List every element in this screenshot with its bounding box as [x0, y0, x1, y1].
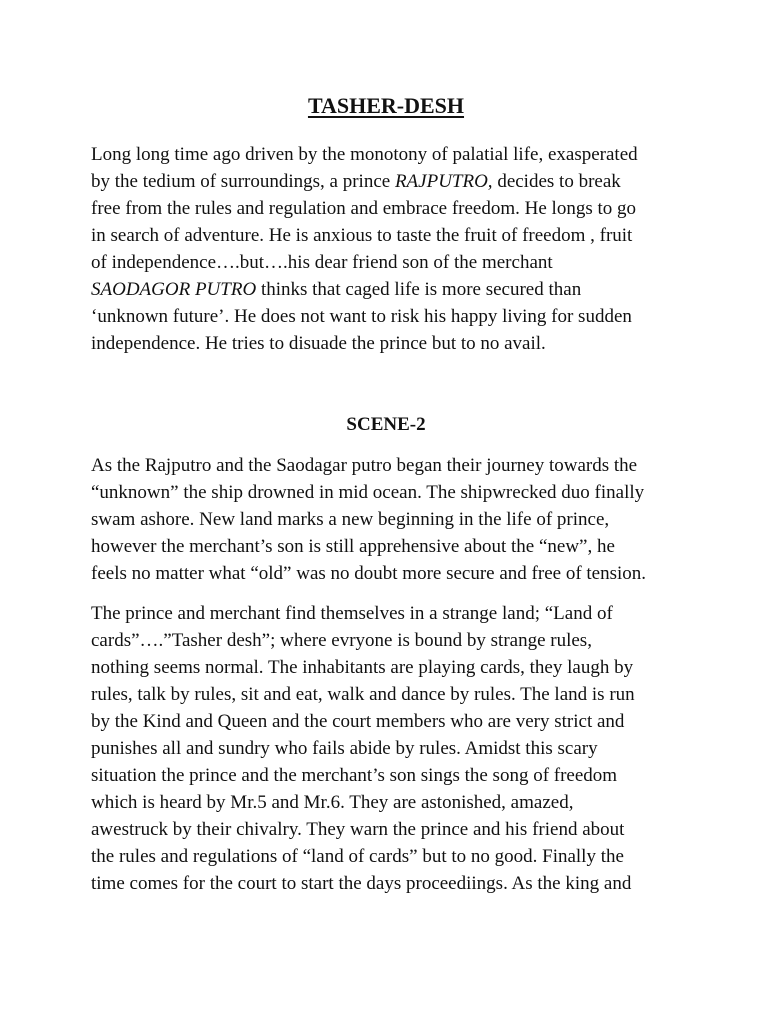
character-name-saodagor-putro: SAODAGOR PUTRO: [91, 279, 257, 300]
text-line: feels no matter what “old” was no doubt more secure and free of tension.: [91, 563, 647, 584]
text-line: “unknown” the ship drowned in mid ocean. The shipwrecked duo finally: [91, 482, 645, 503]
document-title: TASHER-DESH: [307, 93, 465, 118]
text-line: swam ashore. New land marks a new beginning in the life of prince,: [91, 509, 610, 530]
text-line: which is heard by Mr.5 and Mr.6. They are astonished, amazed,: [91, 792, 574, 813]
text-segment: by the tedium of surroundings, a prince: [91, 171, 395, 192]
text-line: punishes all and sundry who fails abide by rules. Amidst this scary: [91, 738, 598, 759]
text-line: [91, 276, 681, 303]
text-line: in search of adventure. He is anxious to taste the fruit of freedom , fruit: [91, 225, 633, 246]
text-line: ‘unknown future’. He does not want to risk his happy living for sudden: [91, 306, 632, 327]
text-segment: decides to break: [492, 171, 621, 192]
character-name-rajputro: RAJPUTRO,: [394, 171, 493, 192]
text-line: The prince and merchant find themselves in a strange land; “Land of: [91, 603, 613, 624]
scene-heading: SCENE-2: [346, 414, 426, 435]
text-line: the rules and regulations of “land of cards” but to no good. Finally the: [91, 846, 624, 867]
text-line: however the merchant’s son is still apprehensive about the “new”, he: [91, 536, 615, 557]
text-line: independence. He tries to disuade the prince but to no avail.: [91, 333, 546, 354]
intro-paragraph: [91, 141, 681, 357]
scene-paragraph-2: [91, 600, 681, 897]
text-line: As the Rajputro and the Saodagar putro began their journey towards the: [91, 455, 638, 476]
text-line: situation the prince and the merchant’s son sings the song of freedom: [91, 765, 618, 786]
text-line: rules, talk by rules, sit and eat, walk and dance by rules. The land is run: [91, 684, 635, 705]
text-segment: thinks that caged life is more secured than: [256, 279, 582, 300]
text-line: free from the rules and regulation and embrace freedom. He longs to go: [91, 198, 636, 219]
text-line: awestruck by their chivalry. They warn the prince and his friend about: [91, 819, 625, 840]
text-line: of independence….but….his dear friend son of the merchant: [91, 252, 553, 273]
text-line: nothing seems normal. The inhabitants are playing cards, they laugh by: [91, 657, 634, 678]
text-line: Long long time ago driven by the monotony of palatial life, exasperated: [91, 144, 638, 165]
text-line: [91, 168, 681, 195]
scene-paragraph-1: [91, 452, 681, 587]
text-line: by the Kind and Queen and the court members who are very strict and: [91, 711, 625, 732]
text-line: time comes for the court to start the days proceediings. As the king and: [91, 873, 632, 894]
text-line: cards”….”Tasher desh”; where evryone is bound by strange rules,: [91, 630, 592, 651]
